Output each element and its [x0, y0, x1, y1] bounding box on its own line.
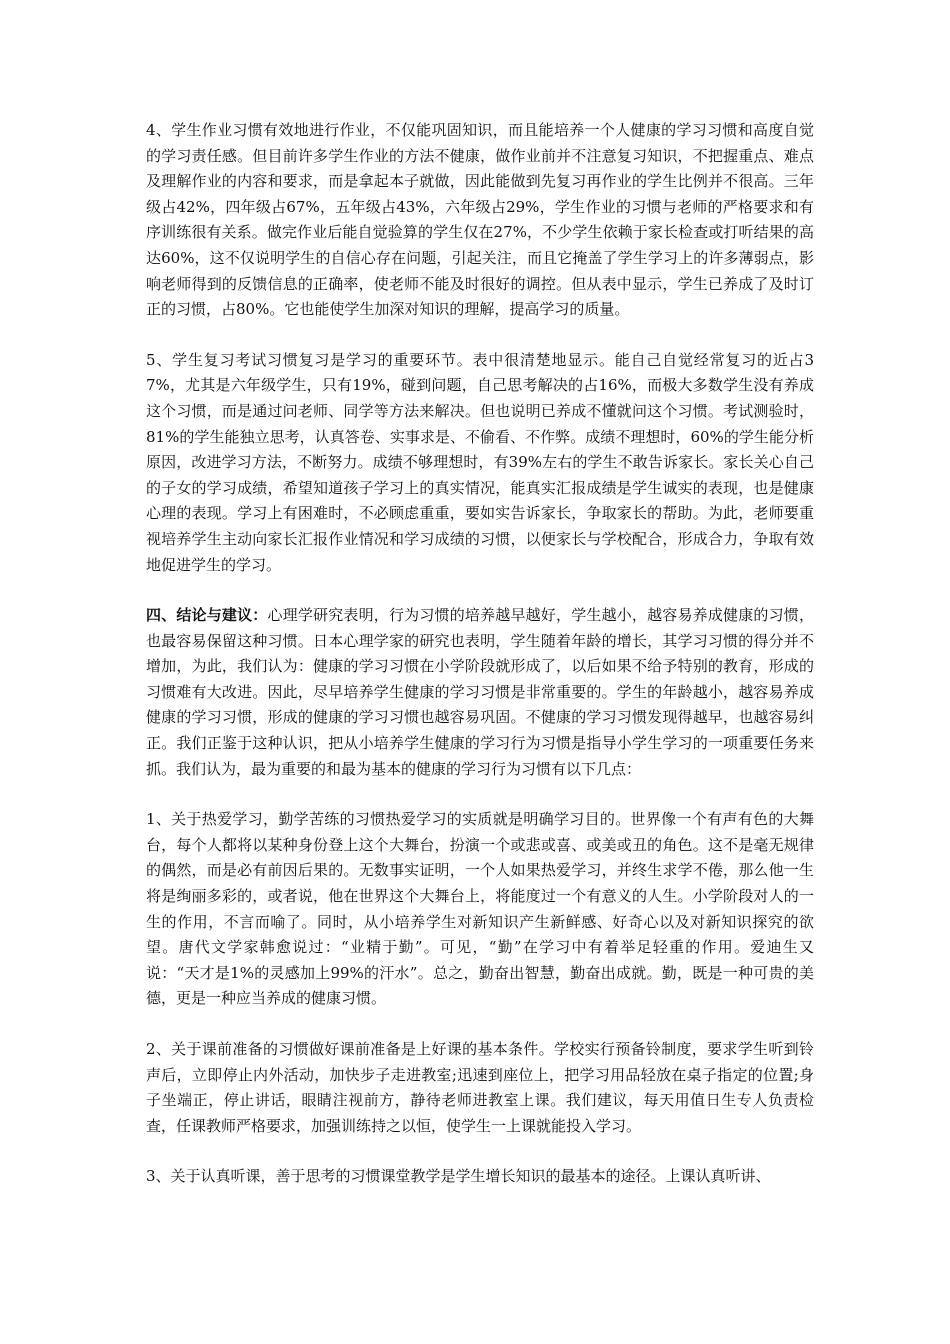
- paragraph-homework-habits: [146, 118, 814, 323]
- section-heading: 四、结论与建议：: [146, 606, 268, 625]
- paragraph-review-exam-habits: [146, 348, 814, 578]
- document-page: [146, 118, 814, 1215]
- paragraph-text: 1、关于热爱学习，勤学苦练的习惯热爱学习的实质就是明确学习目的。世界像一个有声有色的大舞台，每个人都将以某种身份登上这个大舞台，扮演一个或悲或喜、或美或丑的角色。这不是毫无规律的偶然，而是必有前因后果的。无数事实证明，一个人如果热爱学习，并终生求学不倦，那么他一生将是绚丽多彩的，或者说，他在世界这个大舞台上，将能度过一个有意义的人生。小学阶段对人的一生的作用，不言而喻了。同时，从小培养学生对新知识产生新鲜感、好奇心以及对新知识探究的欲望。唐代文学家韩愈说过：“业精于勤”。可见，“勤”在学习中有着举足轻重的作用。爱迪生又说：“天才是1%的灵感加上99%的汗水”。总之，勤奋出智慧，勤奋出成就。勤，既是一种可贵的美德，更是一种应当养成的健康习惯。: [146, 810, 814, 1008]
- paragraph-conclusions: [146, 603, 814, 782]
- paragraph-text: 3、关于认真听课，善于思考的习惯课堂教学是学生增长知识的最基本的途径。上课认真听讲、: [146, 1167, 771, 1186]
- paragraph-text: 心理学研究表明，行为习惯的培养越早越好，学生越小，越容易养成健康的习惯，也最容易保留这种习惯。日本心理学家的研究也表明，学生随着年龄的增长，其学习习惯的得分并不增加，为此，我们认为：健康的学习习惯在小学阶段就形成了，以后如果不给予特别的教育，形成的习惯难有大改进。因此，尽早培养学生健康的学习习惯是非常重要的。学生的年龄越小，越容易养成健康的学习习惯，形成的健康的学习习惯也越容易巩固。不健康的学习习惯发现得越早，也越容易纠正。我们正鉴于这种认识，把从小培养学生健康的学习行为习惯是指导小学生学习的一项重要任务来抓。我们认为，最为重要的和最为基本的健康的学习行为习惯有以下几点：: [146, 606, 814, 778]
- paragraph-text: 4、学生作业习惯有效地进行作业，不仅能巩固知识，而且能培养一个人健康的学习习惯和高度自觉的学习责任感。但目前许多学生作业的方法不健康，做作业前并不注意复习知识，不把握重点、难点及理解作业的内容和要求，而是拿起本子就做，因此能做到先复习再作业的学生比例并不很高。三年级占42%，四年级占67%，五年级占43%，六年级占29%，学生作业的习惯与老师的严格要求和有序训练很有关系。做完作业后能自觉验算的学生仅在27%，不少学生依赖于家长检查或打听结果的高达60%，这不仅说明学生的自信心存在问题，引起关注，而且它掩盖了学生学习上的许多薄弱点，影响老师得到的反馈信息的正确率，使老师不能及时很好的调控。但从表中显示，学生已养成了及时订正的习惯，占80%。它也能使学生加深对知识的理解，提高学习的质量。: [146, 121, 814, 319]
- paragraph-class-preparation: [146, 1037, 814, 1139]
- paragraph-love-learning: [146, 807, 814, 1012]
- paragraph-text: 5、学生复习考试习惯复习是学习的重要环节。表中很清楚地显示。能自己自觉经常复习的近占37%，尤其是六年级学生，只有19%，碰到问题，自己思考解决的占16%，而极大多数学生没有养成这个习惯，而是通过问老师、同学等方法来解决。但也说明已养成不懂就问这个习惯。考试测验时，81%的学生能独立思考，认真答卷、实事求是、不偷看、不作弊。成绩不理想时，60%的学生能分析原因，改进学习方法，不断努力。成绩不够理想时，有39%左右的学生不敢告诉家长。家长关心自己的子女的学习成绩，希望知道孩子学习上的真实情况，能真实汇报成绩是学生诚实的表现，也是健康心理的表现。学习上有困难时，不必顾虑重重，要如实告诉家长，争取家长的帮助。为此，老师要重视培养学生主动向家长汇报作业情况和学习成绩的习惯，以便家长与学校配合，形成合力，争取有效地促进学生的学习。: [146, 350, 814, 574]
- paragraph-attentive-listening: [146, 1164, 814, 1190]
- paragraph-text: 2、关于课前准备的习惯做好课前准备是上好课的基本条件。学校实行预备铃制度，要求学生听到铃声后，立即停止内外活动，加快步子走进教室;迅速到座位上，把学习用品轻放在桌子指定的位置;身子坐端正，停止讲话，眼睛注视前方，静待老师进教室上课。我们建议，每天用值日生专人负责检查，任课教师严格要求，加强训练持之以恒，使学生一上课就能投入学习。: [146, 1040, 814, 1135]
